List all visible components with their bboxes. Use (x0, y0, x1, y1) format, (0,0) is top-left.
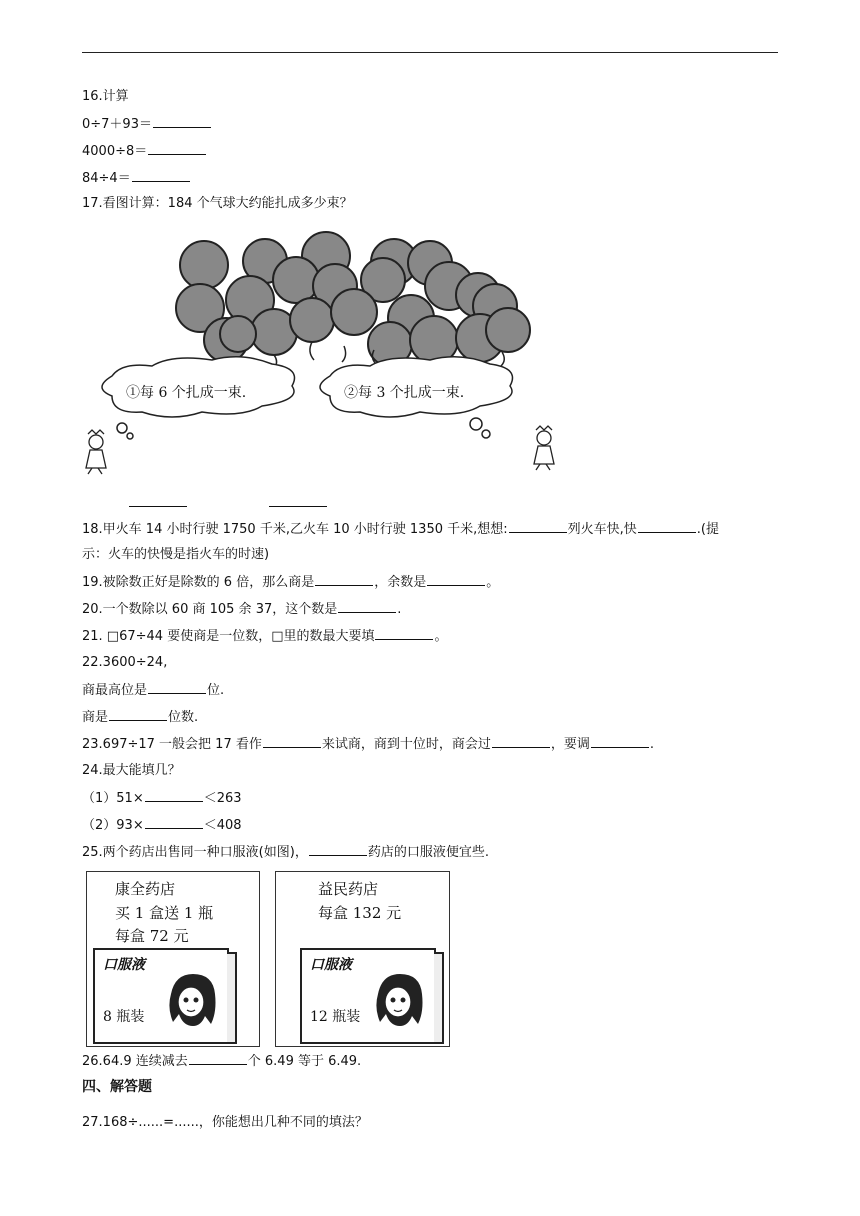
box-title: 口服液 (103, 957, 145, 973)
girl-face-icon (167, 970, 219, 1032)
girl-face-icon (374, 970, 426, 1032)
answer-blank-2[interactable] (269, 494, 327, 507)
q27: 27.168÷......=......，你能想出几种不同的填法？ (82, 1115, 368, 1130)
q22-line-1: 商最高位是 位. (82, 683, 225, 698)
q25: 25.两个药店出售同一种口服液(如图)， 药店的口服液便宜些. (82, 845, 489, 860)
box-label: 12 瓶装 (310, 1009, 361, 1025)
medicine-box (300, 948, 436, 1044)
answer-blank[interactable] (638, 520, 696, 533)
answer-blank[interactable] (263, 735, 321, 748)
q22-line-2: 商是 位数. (82, 710, 199, 725)
answer-blank[interactable] (338, 600, 396, 613)
bubble-text-2: ②每 3 个扎成一束. (344, 385, 465, 401)
answer-blank[interactable] (492, 735, 550, 748)
answer-blank[interactable] (375, 627, 433, 640)
answer-blank[interactable] (509, 520, 567, 533)
q16-line-2: 4000÷8＝ (82, 142, 207, 161)
q24-line-2: （2）93× ＜408 (82, 818, 242, 833)
q18-line-1: 18.甲火车 14 小时行驶 1750 千米,乙火车 10 小时行驶 1350 千米,想想: 列火车快,快 .(提 (82, 522, 719, 537)
answer-blank[interactable] (189, 1052, 247, 1065)
medicine-box-side (434, 952, 444, 1044)
q24-title: 24.最大能填几？ (82, 763, 181, 778)
section-heading: 四、解答题 (82, 1079, 152, 1095)
q20: 20.一个数除以 60 商 105 余 37，这个数是 . (82, 602, 402, 617)
answer-blank[interactable] (145, 789, 203, 802)
store-offer: 买 1 盒送 1 瓶 (115, 904, 214, 922)
box-title: 口服液 (310, 957, 352, 973)
balloon-illustration (82, 228, 562, 484)
answer-blank[interactable] (591, 735, 649, 748)
q26: 26.64.9 连续减去 个 6.49 等于 6.49. (82, 1054, 362, 1069)
answer-blank-1[interactable] (129, 494, 187, 507)
header-rule (82, 52, 778, 53)
answer-blank[interactable] (145, 816, 203, 829)
answer-blank[interactable] (132, 169, 190, 182)
bubble-text-1: ①每 6 个扎成一束. (126, 385, 247, 401)
q24-line-1: （1）51× ＜263 (82, 791, 242, 806)
q23: 23.697÷17 一般会把 17 看作 来试商，商到十位时，商会过 ，要调 . (82, 737, 655, 752)
q17-title: 17.看图计算：184 个气球大约能扎成多少束？ (82, 196, 353, 211)
box-label: 8 瓶装 (103, 1009, 145, 1025)
answer-blank[interactable] (427, 573, 485, 586)
q16-line-3: 84÷4＝ (82, 169, 191, 188)
medicine-box (93, 948, 229, 1044)
answer-blank[interactable] (153, 115, 211, 128)
store-name: 益民药店 (318, 880, 379, 898)
answer-blank[interactable] (315, 573, 373, 586)
store-price: 每盒 72 元 (115, 927, 189, 945)
medicine-box-side (227, 952, 237, 1044)
answer-blank[interactable] (109, 708, 167, 721)
store-price: 每盒 132 元 (318, 904, 402, 922)
q18-line-2: 示：火车的快慢是指火车的时速) (82, 547, 270, 562)
store-name: 康全药店 (115, 880, 176, 898)
answer-blank[interactable] (309, 843, 367, 856)
answer-blank[interactable] (148, 681, 206, 694)
q21: 21. □67÷44 要使商是一位数，□里的数最大要填 。 (82, 629, 448, 644)
q16-title: 16.计算 (82, 89, 129, 104)
q16-line-1: 0÷7＋93＝ (82, 115, 212, 134)
answer-blank[interactable] (148, 142, 206, 155)
q22-title: 22.3600÷24, (82, 655, 168, 670)
store-card-kangquan (86, 871, 260, 1047)
store-card-yimin (275, 871, 450, 1047)
q19: 19.被除数正好是除数的 6 倍，那么商是 ，余数是 。 (82, 575, 500, 590)
